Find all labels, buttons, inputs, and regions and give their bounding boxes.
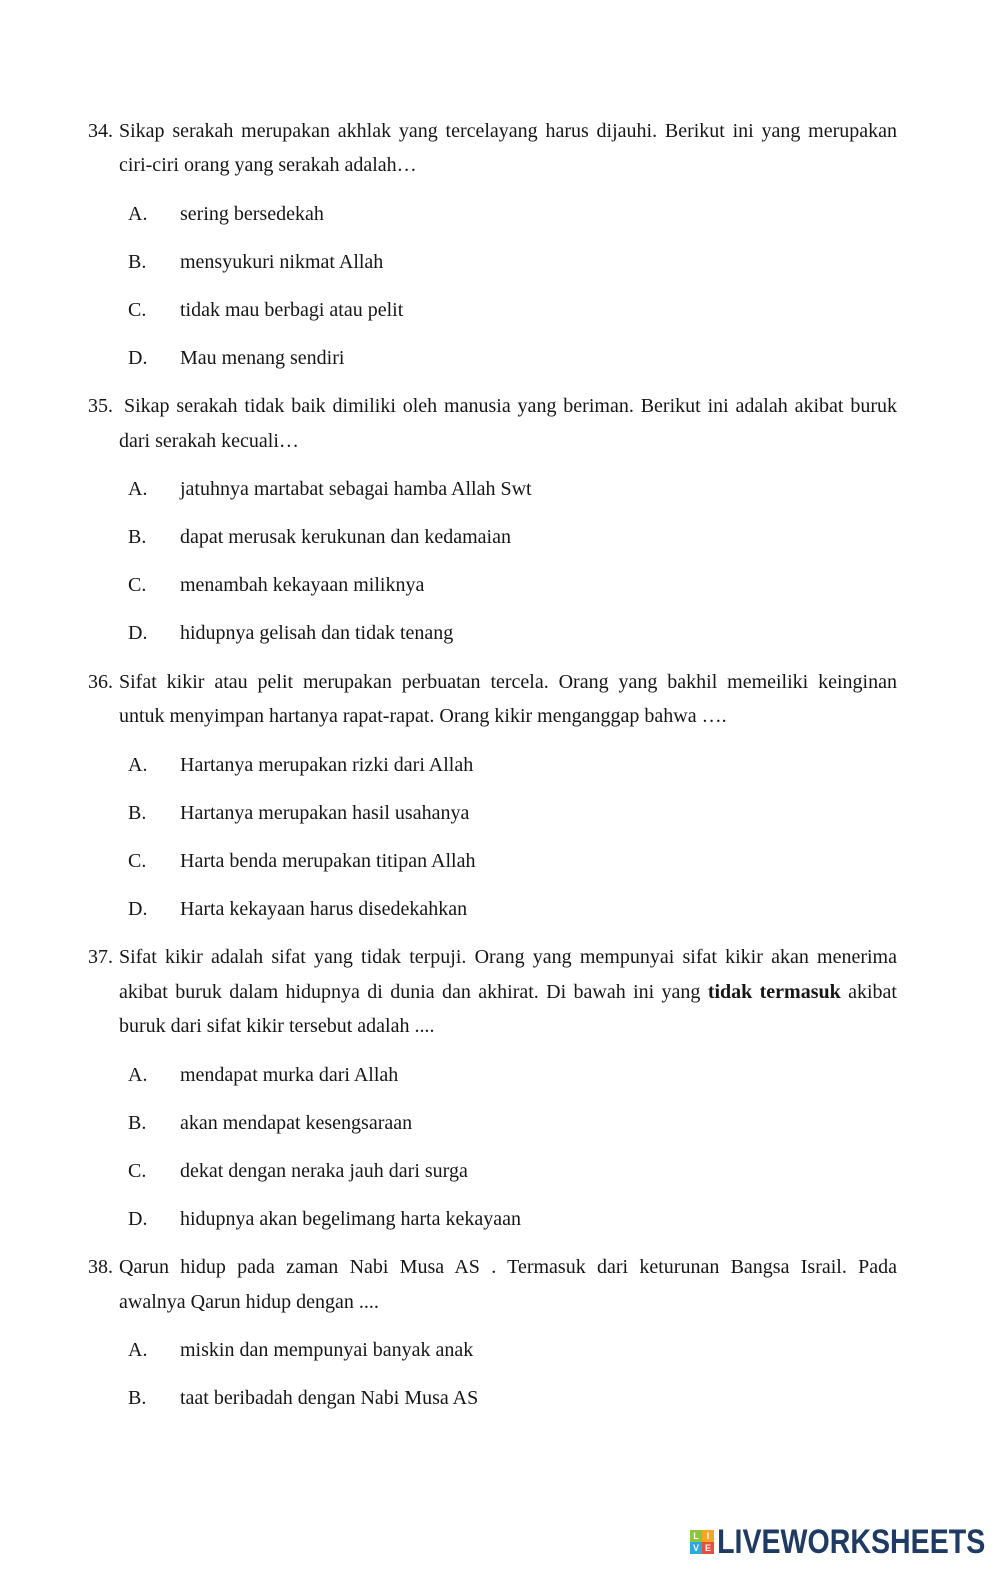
- option-d: [0, 334, 1000, 382]
- option-a: [0, 465, 1000, 513]
- option-text: Hartanya merupakan rizki dari Allah: [180, 753, 474, 776]
- option-text: dekat dengan neraka jauh dari surga: [180, 1159, 468, 1182]
- option-text: Harta kekayaan harus disedekahkan: [180, 897, 468, 920]
- option-letter: C.: [128, 1159, 147, 1182]
- answer-options: [0, 1051, 1000, 1243]
- option-d: [0, 885, 1000, 933]
- answer-options: [0, 741, 1000, 933]
- option-text: sering bersedekah: [180, 202, 324, 225]
- option-letter: B.: [128, 250, 147, 273]
- question-text: [119, 1250, 897, 1319]
- question-text: [119, 665, 897, 734]
- question-38: [0, 1250, 1000, 1422]
- question-number: 34.: [88, 119, 113, 142]
- question-text: [119, 389, 897, 458]
- question-text-line: buruk dari sifat kikir tersebut adalah ....: [119, 1015, 435, 1038]
- option-letter: B.: [128, 801, 147, 824]
- option-text: Hartanya merupakan hasil usahanya: [180, 801, 470, 824]
- option-letter: A.: [128, 753, 148, 776]
- option-b: [0, 238, 1000, 286]
- option-letter: A.: [128, 202, 148, 225]
- question-number: 38.: [88, 1256, 113, 1279]
- answer-options: [0, 465, 1000, 657]
- option-letter: D.: [128, 897, 148, 920]
- question-number: 37.: [88, 946, 113, 969]
- answer-options: [0, 1326, 1000, 1422]
- question-text-line: Sifat kikir adalah sifat yang tidak terpuji. Orang yang mempunyai sifat kikir akan menerima: [119, 946, 897, 969]
- logo-wordmark: LIVEWORKSHEETS: [716, 1523, 985, 1561]
- option-letter: C.: [128, 849, 147, 872]
- option-a: [0, 1051, 1000, 1099]
- question-text-line: Sifat kikir atau pelit merupakan perbuatan tercela. Orang yang bakhil memeiliki keinginan: [119, 670, 897, 693]
- question-text-line: untuk menyimpan hartanya rapat-rapat. Orang kikir menganggap bahwa ….: [119, 705, 727, 728]
- question-text: [119, 940, 897, 1044]
- option-c: [0, 286, 1000, 334]
- option-a: [0, 1326, 1000, 1374]
- option-d: [0, 1195, 1000, 1243]
- question-35: [0, 389, 1000, 657]
- question-34: [0, 114, 1000, 382]
- question-text-segment: akibat buruk dalam hidupnya di dunia dan akhirat. Di bawah ini yang: [119, 980, 708, 1003]
- question-text-line: [119, 975, 897, 1010]
- question-text-line: ciri-ciri orang yang serakah adalah…: [119, 154, 417, 177]
- option-c: [0, 1147, 1000, 1195]
- option-text: taat beribadah dengan Nabi Musa AS: [180, 1387, 479, 1410]
- question-text-segment: akibat: [840, 980, 897, 1003]
- logo-icon-cell: E: [702, 1542, 714, 1554]
- option-letter: D.: [128, 346, 148, 369]
- option-b: [0, 1099, 1000, 1147]
- option-text: Harta benda merupakan titipan Allah: [180, 849, 476, 872]
- question-text-line: Qarun hidup pada zaman Nabi Musa AS . Termasuk dari keturunan Bangsa Israil. Pada: [119, 1256, 897, 1279]
- option-letter: B.: [128, 1111, 147, 1134]
- option-text: miskin dan mempunyai banyak anak: [180, 1339, 474, 1362]
- option-letter: A.: [128, 478, 148, 501]
- option-text: Mau menang sendiri: [180, 346, 345, 369]
- option-c: [0, 837, 1000, 885]
- option-a: [0, 190, 1000, 238]
- worksheet: [0, 114, 1000, 1423]
- option-b: [0, 1374, 1000, 1422]
- question-36: [0, 665, 1000, 933]
- option-b: [0, 789, 1000, 837]
- option-letter: D.: [128, 622, 148, 645]
- question-text-line: awalnya Qarun hidup dengan ....: [119, 1290, 379, 1313]
- logo-icon-cell: L: [690, 1530, 702, 1542]
- emphasis-text: tidak termasuk: [707, 980, 841, 1003]
- option-text: mendapat murka dari Allah: [180, 1063, 399, 1086]
- option-text: hidupnya akan begelimang harta kekayaan: [180, 1207, 521, 1230]
- option-text: hidupnya gelisah dan tidak tenang: [180, 622, 454, 645]
- question-text-line: Sikap serakah tidak baik dimiliki oleh manusia yang beriman. Berikut ini adalah akibat buruk: [124, 395, 897, 418]
- option-c: [0, 561, 1000, 609]
- option-letter: A.: [128, 1063, 148, 1086]
- logo-icon-cell: I: [702, 1530, 714, 1542]
- option-letter: C.: [128, 574, 147, 597]
- question-number: 36.: [88, 670, 113, 693]
- option-text: akan mendapat kesengsaraan: [180, 1111, 413, 1134]
- logo-icon-cell: V: [690, 1542, 702, 1554]
- option-text: tidak mau berbagi atau pelit: [180, 298, 404, 321]
- option-letter: C.: [128, 298, 147, 321]
- option-text: mensyukuri nikmat Allah: [180, 250, 384, 273]
- answer-options: [0, 190, 1000, 382]
- liveworksheets-logo: [688, 1525, 985, 1559]
- liveworksheets-icon: [690, 1530, 714, 1554]
- option-letter: A.: [128, 1339, 148, 1362]
- question-text: [119, 114, 897, 183]
- question-text-line: Sikap serakah merupakan akhlak yang tercelayang harus dijauhi. Berikut ini yang merupakan: [119, 119, 897, 142]
- option-d: [0, 609, 1000, 657]
- option-letter: B.: [128, 1387, 147, 1410]
- question-37: [0, 940, 1000, 1243]
- question-text-line: dari serakah kecuali…: [119, 429, 299, 452]
- option-letter: B.: [128, 526, 147, 549]
- option-a: [0, 741, 1000, 789]
- option-text: menambah kekayaan miliknya: [180, 574, 425, 597]
- option-text: dapat merusak kerukunan dan kedamaian: [180, 526, 511, 549]
- option-text: jatuhnya martabat sebagai hamba Allah Swt: [180, 478, 532, 501]
- question-number: 35.: [88, 395, 113, 418]
- option-letter: D.: [128, 1207, 148, 1230]
- option-b: [0, 513, 1000, 561]
